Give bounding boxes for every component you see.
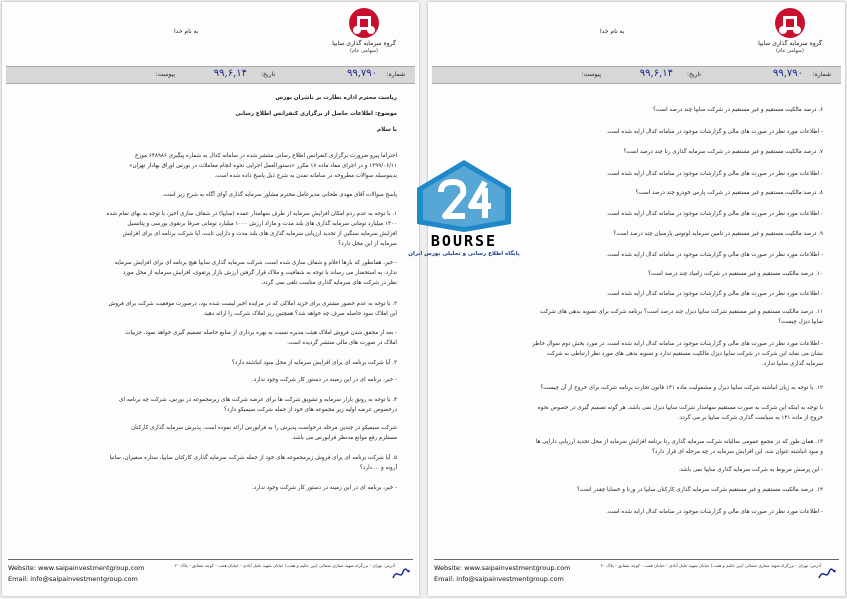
question-5: ۵. آیا شرکت برنامه ای برای فروش زیرمجموعه های خود از جمله شرکت سرمایه گذاری کارکنان سایپا، ستاره سفیران، ساتیا	[109, 455, 397, 461]
company-name: گروه سرمایه گذاری سایپا	[332, 40, 396, 47]
footer-website[interactable]: Website: www.saipainvestmentgroup.com	[8, 564, 145, 572]
answer-9: - اطلاعات مورد نظر در صورت های مالی و گزارشات موجود در سامانه کدال ارایه شده است.	[606, 252, 823, 258]
question-2: ۲. با توجه به عدم حضور مشتری برای خرید املاکی که در مزایده اخیر لیست شده بود، درصورت موفقیت شرکت برای فروش	[108, 301, 397, 307]
recipient: ریاست محترم اداره نظارت بر ناشران بورس	[275, 95, 397, 101]
answer-12: با توجه به اینکه این شرکت به صورت مستقیم سهامدار شرکت سایپا دیزل نمی باشد، هر گونه تصمیم گیری در خصوص نحوه	[537, 405, 823, 411]
bourse-24-logo-icon	[407, 158, 521, 234]
company-type: (سهامی عام)	[350, 48, 378, 54]
letter-page-2	[428, 2, 845, 596]
body-line: نشان می نماید این شرکت در شرکت سایپا دیزل مالکیت مستقیم ندارد و تسویه بدهی های مورد نظر ارتباطی به شرکت	[546, 351, 823, 357]
body-line: پاسخ سوالات آقای مهدی طحانی مدیرعامل محترم مشاور سرمایه گذاری آوای آگاه به شرح زیر است.	[162, 192, 397, 198]
question-4: ۴. با توجه به رونق بازار سرمایه و تشویق شرکت ها برای عرضه شرکت های زیرمجموعه در بورس، شرکت چه برنامه ای	[119, 397, 397, 403]
letter-meta-bar	[6, 66, 415, 84]
body-line: افزایش سرمایه سنگین از تجدید ارزیابی سرمایه گذاری های بلند مدت و دارایی ثابت، آیا شرکت برنامه ای برای افزایش	[122, 231, 397, 237]
footer-website[interactable]: Website: www.saipainvestmentgroup.com	[434, 564, 571, 572]
answer-10: - اطلاعات مورد نظر در صورت های مالی و گزارشات موجود در سامانه کدال ارایه شده است.	[606, 291, 823, 297]
date-label: تاریخ:	[261, 71, 275, 78]
number-value: ۹۹,۷۹۰	[346, 68, 377, 79]
number-label: شماره:	[812, 71, 831, 78]
company-logo	[747, 6, 833, 62]
answer-4: شرکت سیمیکو در چندین مرحله درخواست پذیرش را به فرابورس ارائه نموده است. پذیرش سرمایه گذاری کارکنان	[131, 425, 397, 431]
signature-icon	[391, 566, 411, 582]
bourse-word: BOURSE	[430, 232, 498, 250]
company-logo	[321, 6, 407, 62]
body-line: ۱۴۰۰ میلیارد تومانی سرمایه گذاری های بلند مدت و مازاد ارزش ۱۰۰۰ میلیارد تومانی صرفا برنقوی بورسی و پتانسیل	[127, 221, 397, 227]
date-value: ۹۹,۶,۱۴	[639, 68, 673, 79]
answer-8: - اطلاعات مورد نظر در صورت های مالی و گزارشات موجود در سامانه کدال ارایه شده است.	[606, 211, 823, 217]
company-type: (سهامی عام)	[776, 48, 804, 54]
body-line: سرمایه از این محل دارد؟	[338, 241, 397, 247]
saipa-logo-icon	[773, 6, 807, 40]
footer-address: آدرس: تهران - بزرگراه شهید ستاری شمالی (بین حکیم و همت) خیابان شهید خلیل آبادی - خیابان همت - کوچه شقایق - پلاک ۲۰	[174, 563, 395, 568]
answer-2: - بعد از محقق شدن فروش املاک هیئت مدیره نسبت به بهره برداری از منابع حاصله تصمیم گیری خواهد نمود. جزییات	[125, 330, 397, 336]
answer-14: - اطلاعات مورد نظر در صورت های مالی و گزارشات موجود در سامانه کدال ارایه شده است.	[606, 509, 823, 515]
body-line: و سود انباشته عنوان شد، این افزایش سرمایه در چه مرحله ای قرار دارد؟	[652, 449, 823, 455]
attach-label: پیوست:	[581, 71, 601, 78]
question-10: ۱۰. درصد مالکیت مستقیم و غیر مستقیم در شرکت زامیاد چند درصد است؟	[648, 271, 823, 277]
body-line: آرونه و ... دارد؟	[359, 465, 397, 471]
signature-icon	[817, 566, 837, 582]
question-3: ۳. آیا شرکت برنامه ای برای افزایش سرمایه از محل سود انباشته دارد؟	[231, 360, 397, 366]
body-line: بدینوسیله سوالات مطروحه در سامانه تمدن به شرح ذیل پاسخ داده شده است.	[214, 173, 397, 179]
footer-email[interactable]: Email: info@saipainvestmentgroup.com	[434, 575, 564, 583]
letter-footer	[8, 559, 413, 590]
attach-label: پیوست:	[155, 71, 175, 78]
question-6: ۶. درصد مالکیت مستقیم و غیر مستقیم در شرکت سایپا چند درصد است؟	[652, 107, 823, 113]
answer-5: - خیر، برنامه ای در این زمینه در دستور کار شرکت وجود ندارد.	[251, 485, 397, 491]
question-14: ۱۴. درصد مالکیت مستقیم و غیر مستقیم شرکت سرمایه گذاری کارکنان سایپا در ورنا و خسایا چقدر است؟	[576, 487, 823, 493]
question-9: ۹. درصد مالکیت مستقیم و غیر مستقیم در تامین سرمایه لوتوس پارسیان چند درصد است؟	[613, 231, 823, 237]
question-8: ۸. درصد مالکیت مستقیم و غیر مستقیم در شرکت پارس خودرو چند درصد است؟	[635, 190, 823, 196]
basmala: به نام خدا	[174, 28, 199, 35]
body-line: احتراما پیرو ضرورت برگزاری کنفرانس اطلاع رسانی منتشر شده در سامانه کدال به شماره پیگیری ۶۴۸۹۸۶ مورخ	[134, 153, 397, 159]
body-line: املاک در صورت های مالی منتشر گردیده است.	[287, 340, 397, 346]
question-12: ۱۲. با توجه به زیان انباشته شرکت سایپا دیزل و مشمولیت ماده ۱۴۱ قانون تجارت برنامه شرکت برای خروج از آن چیست؟	[540, 385, 823, 391]
number-value: ۹۹,۷۹۰	[772, 68, 803, 79]
date-label: تاریخ:	[687, 71, 701, 78]
question-13: ۱۳. همان طور که در مجمع عمومی سالیانه شرکت سرمایه گذاری رنا برنامه افزایش سرمایه از محل تجدید ارزیابی دارایی ها	[535, 439, 823, 445]
body-line: ۱۳۹۹/۰۶/۱۱ و در اجرای مفاد ماده ۱۷ مکرر «دستورالعمل اجرایی نحوه انجام معاملات در بورس اوراق بهادار تهران»	[129, 163, 397, 169]
body-line: مستلزم رفع موانع مدنظر فرابورس می باشد.	[291, 435, 397, 441]
body-line: سایپا دیزل چیست؟	[778, 319, 823, 325]
letter-meta-bar	[432, 66, 841, 84]
greeting: با سلام	[377, 127, 397, 133]
answer-6: - اطلاعات مورد نظر در صورت های مالی و گزارشات موجود در سامانه کدال ارایه شده است.	[606, 129, 823, 135]
body-line: نظر در شرکت های سرمایه گذاری مناسب تلقی نمی گردد.	[260, 280, 397, 286]
answer-7: - اطلاعات مورد نظر در صورت های مالی و گزارشات موجود در سامانه کدال ارایه شده است.	[606, 171, 823, 177]
date-value: ۹۹,۶,۱۴	[213, 68, 247, 79]
answer-13: - این پرسش مربوط به شرکت سرمایه گذاری سایپا نمی باشد.	[678, 467, 823, 473]
saipa-logo-icon	[347, 6, 381, 40]
answer-11: - اطلاعات مورد نظر در صورت های مالی و گزارشات موجود در سامانه کدال ارایه شده است. در مورد بخش دوم سوال خاطر	[532, 341, 823, 347]
footer-address: آدرس: تهران - بزرگراه شهید ستاری شمالی (بین حکیم و همت) خیابان شهید خلیل آبادی - خیابان همت - کوچه شقایق - پلاک ۲۰	[600, 563, 821, 568]
question-1: ۱. با توجه به عدم ردم امکان افزایش سرمایه از طرف سهامدار عمده (سایپا) در شقاف سازی اخیر، با توجه به بهای تمام شده	[106, 211, 397, 217]
answer-1: - خیر، همانطور که بارها اعلام و شفاف سازی شده است، شرکت سرمایه گذاری سایپا هیچ برنامه ای برای افزایش سرمایه	[114, 260, 397, 266]
basmala: به نام خدا	[600, 28, 625, 35]
body-line: ندارد. به استحضار می رساند با توجه به شفافیت و ملاک قرار گرفتن ارزش بازار پرتفوی، افزایش سرمایه از محل مورد	[122, 270, 397, 276]
body-line: سرمایه گذاری سایپا ندارد.	[762, 361, 823, 367]
answer-3: - خیر، برنامه ای در این زمینه در دستور کار شرکت وجود ندارد.	[251, 377, 397, 383]
number-label: شماره:	[386, 71, 405, 78]
body-line: خروج از ماده ۱۴۱ به سیاست گذاری شرکت سایپا بر می گردد.	[678, 415, 823, 421]
subject: موضوع: اطلاعات حاصل از برگزاری کنفرانس اطلاع رسانی	[235, 111, 397, 117]
body-line: این املاک سود حاصله صرف چه خواهد شد؟ همچنین ریز املاک شرکت را ارائه دهید.	[202, 311, 397, 317]
question-11: ۱۱. درصد مالکیت مستقیم و غیر مستقیم شرکت سایپا دیزل چند درصد است؟ برنامه شرکت برای تسویه بدهی های شرکت	[540, 309, 823, 315]
question-7: ۷. درصد مالکیت مستقیم و غیر مستقیم در شرکت سرمایه گذاری رنا چند درصد است؟	[623, 149, 823, 155]
company-name: گروه سرمایه گذاری سایپا	[758, 40, 822, 47]
bourse-caption: پایگاه اطلاع رسانی و تحلیلی بورس ایران	[408, 251, 520, 257]
footer-email[interactable]: Email: info@saipainvestmentgroup.com	[8, 575, 138, 583]
body-line: درخصوص عرضه اولیه زیر مجموعه های خود از جمله شرکت سیمیکو دارد؟	[223, 407, 397, 413]
letter-footer	[434, 559, 839, 590]
letter-page-1	[2, 2, 419, 596]
bourse24-watermark	[407, 158, 521, 270]
